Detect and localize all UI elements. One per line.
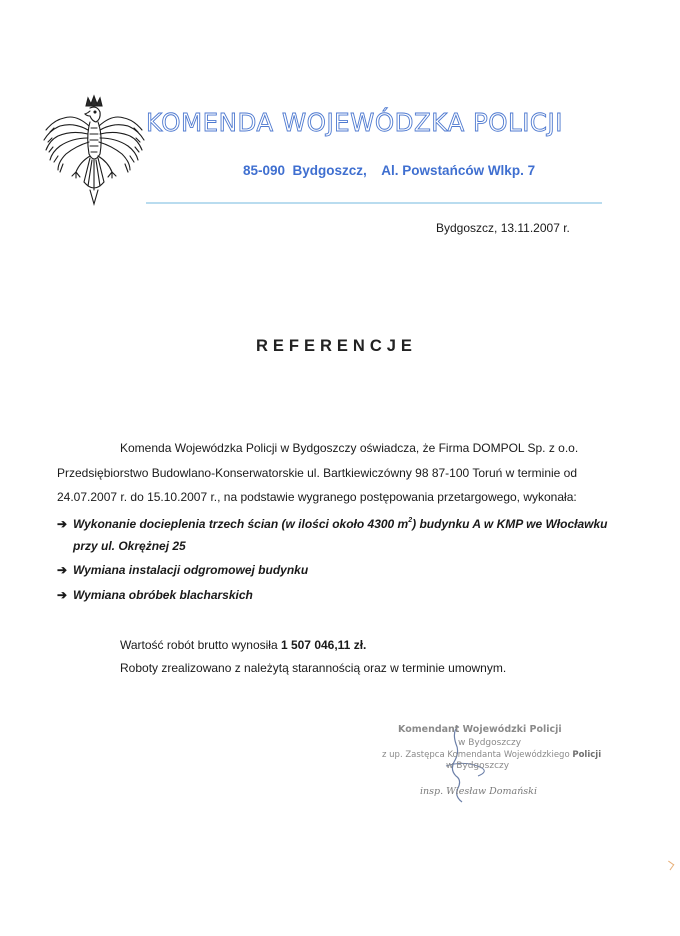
list-item-continuation: przy ul. Okrężnej 25 xyxy=(73,539,186,553)
official-stamp xyxy=(370,722,610,808)
stamp-line-4: w Bydgoszczy xyxy=(446,761,510,771)
paragraph-line-2: Przedsiębiorstwo Budowlano-Konserwatorskie ul. Bartkiewiczówny 98 87-100 Toruń w terminie od xyxy=(57,466,578,480)
stamp-line-3-strong: Policji xyxy=(572,750,602,760)
header-divider xyxy=(146,202,602,204)
stamp-line-3 xyxy=(382,750,601,760)
stamp-line-2: w Bydgoszczy xyxy=(458,738,522,748)
stamp-line-1: Komendant Wojewódzki Policji xyxy=(398,724,562,735)
superscript: 2 xyxy=(408,517,413,524)
scan-mark xyxy=(665,861,675,871)
list-item-text: Wymiana instalacji odgromowej budynku xyxy=(73,563,309,577)
document-title: REFERENCJE xyxy=(256,337,417,355)
list-item xyxy=(57,514,608,531)
paragraph-line-1: Komenda Wojewódzka Policji w Bydgoszczy oświadcza, że Firma DOMPOL Sp. z o.o. xyxy=(120,441,579,455)
arrow-right-icon: ➔ xyxy=(57,563,68,577)
organization-address: 85-090 Bydgoszcz, Al. Powstańców Wlkp. 7 xyxy=(243,163,536,178)
organization-title: KOMENDA WOJEWÓDZKA POLICJI xyxy=(146,108,563,137)
list-item xyxy=(57,563,308,577)
list-item xyxy=(57,588,253,602)
closing-statement: Roboty zrealizowano z należytą starannością oraz w terminie umownym. xyxy=(120,661,507,675)
list-item-text: Wykonanie docieplenia trzech ścian (w ilości około 4300 m xyxy=(73,517,409,531)
list-item-text-cont: ) budynku A w KMP we Włocławku xyxy=(412,517,608,531)
contract-value-amount: 1 507 046,11 zł. xyxy=(280,638,367,652)
contract-value-label: Wartość robót brutto wynosiła xyxy=(120,638,281,652)
arrow-right-icon: ➔ xyxy=(57,588,68,602)
paragraph-line-3: 24.07.2007 r. do 15.10.2007 r., na podstawie wygranego postępowania przetargowego, wykonała: xyxy=(57,490,577,504)
stamp-line-3-text: z up. Zastępca Komendanta Wojewódzkiego xyxy=(382,750,573,760)
polish-eagle-icon xyxy=(40,92,148,210)
list-item-text: Wymiana obróbek blacharskich xyxy=(73,588,253,602)
letter-date: Bydgoszcz, 13.11.2007 r. xyxy=(436,221,570,235)
contract-value-line xyxy=(120,638,366,652)
arrow-right-icon: ➔ xyxy=(57,517,68,531)
signatory-name: insp. Wiesław Domański xyxy=(420,786,537,797)
